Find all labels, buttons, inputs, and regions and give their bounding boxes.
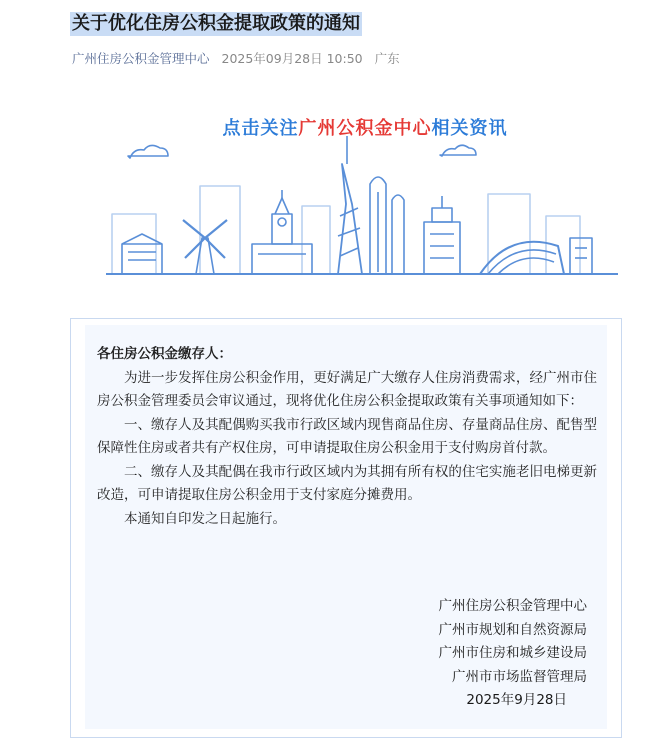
notice-card xyxy=(70,318,622,738)
article-title: 关于优化住房公积金提取政策的通知 xyxy=(72,13,360,34)
notice-paragraph: 为进一步发挥住房公积金作用，更好满足广大缴存人住房消费需求，经广州市住房公积金管理委员会审议通过，现将优化住房公积金提取政策有关事项通知如下： xyxy=(97,369,597,409)
notice-paragraph: 本通知自印发之日起施行。 xyxy=(124,510,286,527)
notice-paragraph: 二、缴存人及其配偶在我市行政区域内为其拥有所有权的住宅实施老旧电梯更新改造，可申请提取住房公积金用于支付家庭分摊费用。 xyxy=(97,463,597,503)
publish-location: 广东 xyxy=(374,51,400,66)
signatory: 广州市规划和自然资源局 xyxy=(438,621,587,638)
signatory: 广州住房公积金管理中心 xyxy=(438,598,587,614)
cloud-icon xyxy=(440,145,476,156)
signatory: 广州市市场监督管理局 xyxy=(452,668,587,685)
article-meta xyxy=(72,49,400,67)
notice-paragraph: 一、缴存人及其配偶购买我市行政区域内现售商品住房、存量商品住房、配售型保障性住房或者共有产权住房，可申请提取住房公积金用于支付购房首付款。 xyxy=(97,416,597,456)
banner-prefix: 点击关注 xyxy=(222,118,299,139)
banner-highlight: 广州公积金中心 xyxy=(298,118,432,139)
cloud-icon xyxy=(128,145,168,158)
notice-body xyxy=(97,343,597,531)
publish-time: 2025年09月28日 10:50 xyxy=(221,51,363,66)
notice-signatures xyxy=(439,595,588,713)
notice-date: 2025年9月28日 xyxy=(466,692,567,708)
city-skyline-illustration xyxy=(70,96,660,306)
signatory: 广州市住房和城乡建设局 xyxy=(438,645,587,661)
banner-suffix: 相关资讯 xyxy=(431,118,508,139)
notice-greeting: 各住房公积金缴存人： xyxy=(97,346,232,362)
source-link[interactable]: 广州住房公积金管理中心 xyxy=(72,51,210,66)
follow-banner[interactable] xyxy=(70,96,660,306)
